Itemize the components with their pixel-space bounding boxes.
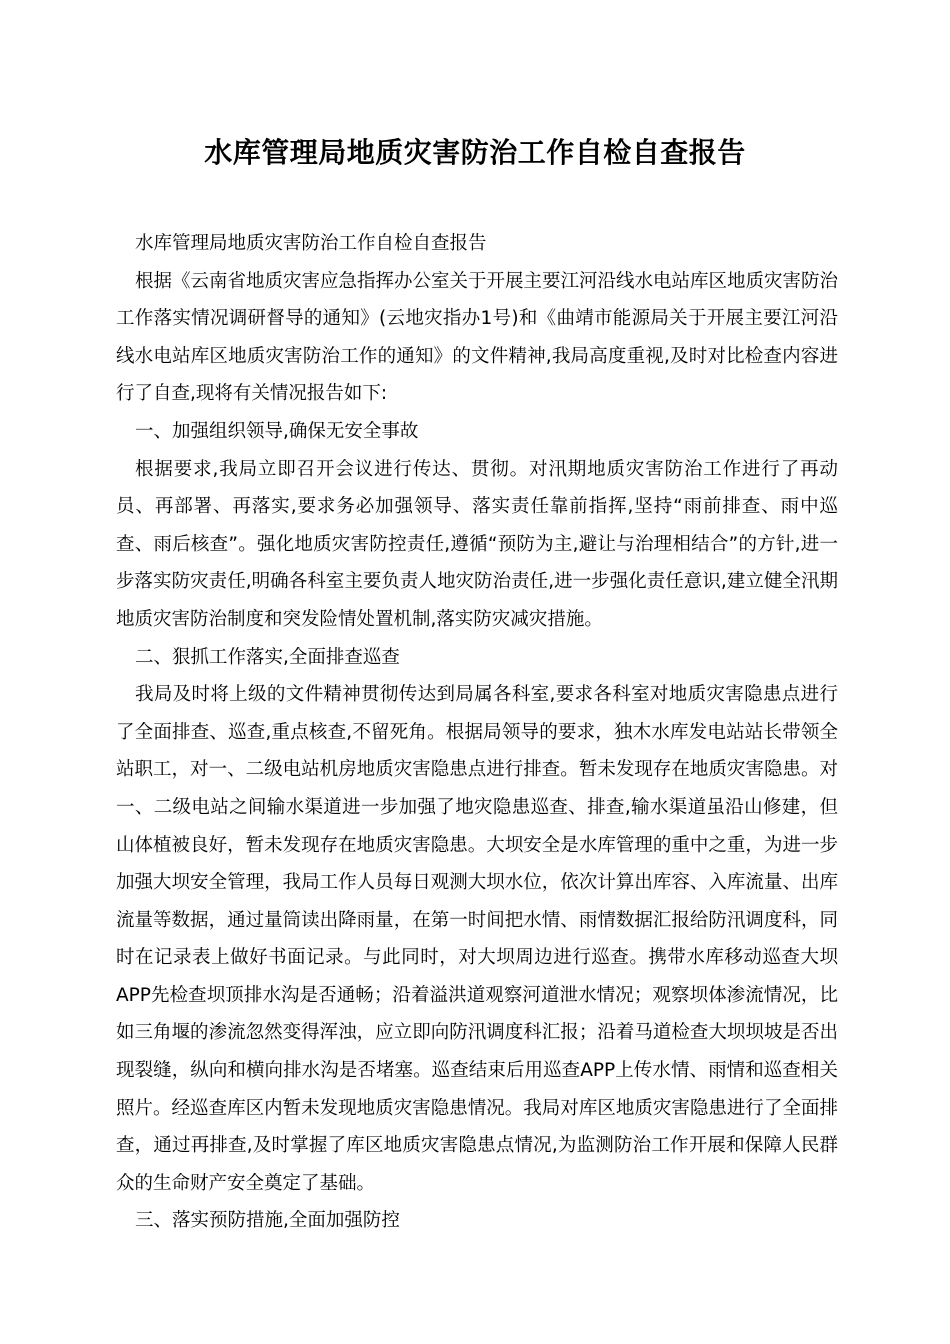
paragraph-section-1: 根据要求,我局立即召开会议进行传达、贯彻。对汛期地质灾害防治工作进行了再动员、再部署、再落实,要求务必加强领导、落实责任靠前指挥,坚持“雨前排查、雨中巡查、雨后核查”。强化地质灾害防控责任,遵循“预防为主,避让与治理相结合”的方针,进一步落实防灾责任,明确各科室主要负责人地灾防治责任,进一步强化责任意识,建立健全汛期地质灾害防治制度和突发险情处置机制,落实防灾减灾措施。 <box>116 458 838 630</box>
document-body <box>116 225 838 1240</box>
paragraph-subtitle: 水库管理局地质灾害防治工作自检自查报告 <box>135 233 487 254</box>
section-heading-3: 三、落实预防措施,全面加强防控 <box>135 1210 400 1232</box>
section-heading-2: 二、狠抓工作落实,全面排查巡查 <box>135 646 400 668</box>
section-heading-1: 一、加强组织领导,确保无安全事故 <box>135 420 419 442</box>
paragraph-intro: 根据《云南省地质灾害应急指挥办公室关于开展主要江河沿线水电站库区地质灾害防治工作落实情况调研督导的通知》(云地灾指办1号)和《曲靖市能源局关于开展主要江河沿线水电站库区地质灾害防治工作的通知》的文件精神,我局高度重视,及时对比检查内容进行了自查,现将有关情况报告如下: <box>116 270 839 405</box>
paragraph-section-2: 我局及时将上级的文件精神贯彻传达到局属各科室,要求各科室对地质灾害隐患点进行了全面排查、巡查,重点核查,不留死角。根据局领导的要求，独木水库发电站站长带领全站职工，对一、二级电站机房地质灾害隐患点进行排查。暂未发现存在地质灾害隐患。对一、二级电站之间输水渠道进一步加强了地灾隐患巡查、排查,输水渠道虽沿山修建，但山体植被良好，暂未发现存在地质灾害隐患。大坝安全是水库管理的重中之重，为进一步加强大坝安全管理，我局工作人员每日观测大坝水位，依次计算出库容、入库流量、出库流量等数据，通过量筒读出降雨量，在第一时间把水情、雨情数据汇报给防汛调度科，同时在记录表上做好书面记录。与此同时，对大坝周边进行巡查。携带水库移动巡查大坝APP先检查坝顶排水沟是否通畅；沿着溢洪道观察河道泄水情况；观察坝体渗流情况，比如三角堰的渗流忽然变得浑浊，应立即向防汛调度科汇报；沿着马道检查大坝坝坡是否出现裂缝，纵向和横向排水沟是否堵塞。巡查结束后用巡查APP上传水情、雨情和巡查相关照片。经巡查库区内暂未发现地质灾害隐患情况。我局对库区地质灾害隐患进行了全面排查，通过再排查,及时掌握了库区地质灾害隐患点情况,为监测防治工作开展和保障人民群众的生命财产安全奠定了基础。 <box>116 684 838 1194</box>
document-title: 水库管理局地质灾害防治工作自检自查报告 <box>204 136 746 169</box>
